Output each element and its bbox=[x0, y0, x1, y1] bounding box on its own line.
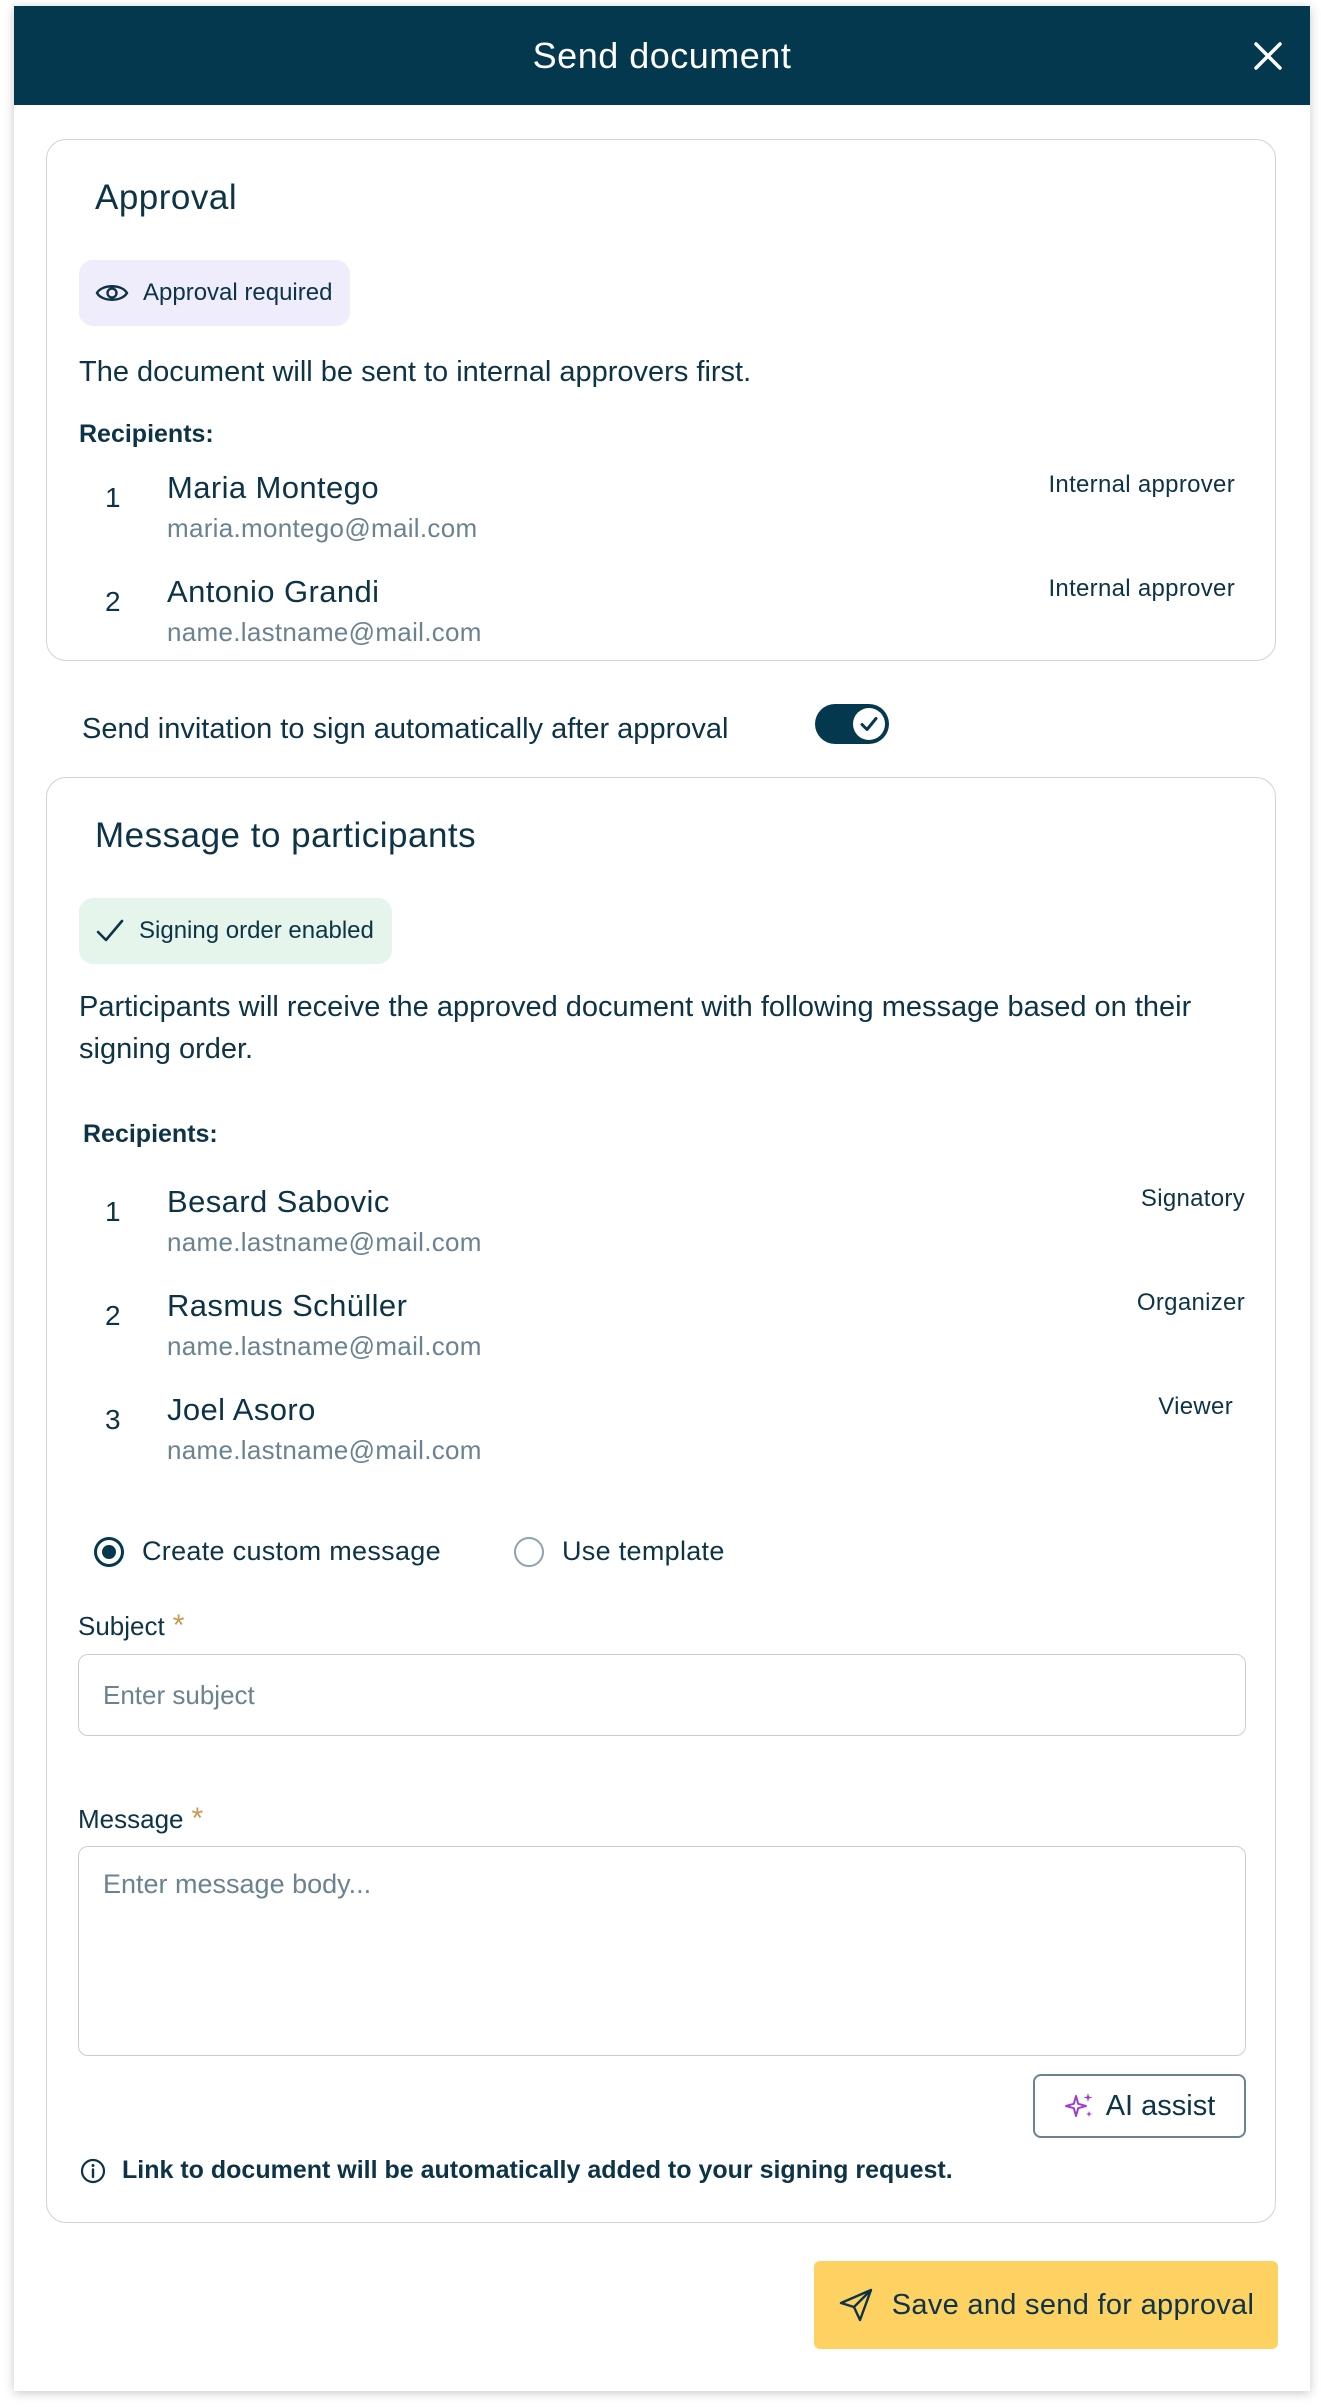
recipient-email: maria.montego@mail.com bbox=[167, 513, 478, 543]
recipient-role: Signatory bbox=[1140, 1185, 1245, 1212]
message-body-input[interactable] bbox=[78, 1846, 1246, 2056]
info-icon bbox=[80, 2158, 106, 2184]
check-icon bbox=[858, 713, 880, 735]
approval-badge-label: Approval required bbox=[143, 279, 333, 306]
required-star: * bbox=[172, 1609, 185, 1642]
recipient-number: 2 bbox=[105, 586, 121, 617]
recipient-role: Internal approver bbox=[1048, 471, 1235, 498]
recipient-number: 1 bbox=[105, 1196, 121, 1227]
message-label-text: Message bbox=[78, 1804, 184, 1834]
subject-label bbox=[78, 1609, 184, 1643]
recipient-email: name.lastname@mail.com bbox=[167, 1331, 482, 1361]
message-title: Message to participants bbox=[95, 816, 477, 855]
message-label bbox=[78, 1802, 203, 1836]
recipient-name: Antonio Grandi bbox=[167, 574, 380, 609]
recipient-role: Viewer bbox=[1158, 1393, 1233, 1420]
auto-invite-label: Send invitation to sign automatically after approval bbox=[82, 713, 729, 745]
recipient-name: Rasmus Schüller bbox=[167, 1288, 408, 1323]
recipient-email: name.lastname@mail.com bbox=[167, 617, 482, 647]
save-and-send-label: Save and send for approval bbox=[891, 2288, 1255, 2321]
save-and-send-button[interactable] bbox=[814, 2261, 1278, 2349]
custom-message-radio[interactable] bbox=[94, 1537, 124, 1567]
recipient-number: 3 bbox=[105, 1404, 121, 1435]
recipient-name: Joel Asoro bbox=[167, 1392, 316, 1427]
info-note bbox=[80, 2156, 953, 2185]
approval-card bbox=[46, 139, 1276, 661]
recipient-role: Internal approver bbox=[1048, 575, 1235, 602]
info-text: Link to document will be automatically added to your signing request. bbox=[122, 2156, 953, 2184]
recipient-number: 2 bbox=[105, 1300, 121, 1331]
dialog-title: Send document bbox=[532, 35, 792, 76]
eye-icon bbox=[95, 281, 129, 305]
recipient-email: name.lastname@mail.com bbox=[167, 1435, 482, 1465]
use-template-radio[interactable] bbox=[514, 1537, 544, 1567]
recipient-name: Besard Sabovic bbox=[167, 1184, 390, 1219]
custom-message-label[interactable]: Create custom message bbox=[142, 1536, 441, 1566]
use-template-label[interactable]: Use template bbox=[562, 1536, 725, 1566]
signing-badge-label: Signing order enabled bbox=[139, 917, 374, 944]
close-button[interactable] bbox=[1248, 36, 1288, 76]
auto-invite-toggle[interactable] bbox=[815, 704, 889, 744]
recipient-name: Maria Montego bbox=[167, 470, 379, 505]
ai-assist-button[interactable] bbox=[1033, 2074, 1246, 2138]
approval-title: Approval bbox=[95, 178, 238, 217]
toggle-knob bbox=[853, 708, 885, 740]
ai-assist-label: AI assist bbox=[1105, 2089, 1216, 2122]
recipient-email: name.lastname@mail.com bbox=[167, 1227, 482, 1257]
message-recipients-label: Recipients: bbox=[83, 1120, 218, 1148]
check-icon bbox=[95, 918, 125, 944]
dialog-header bbox=[14, 6, 1310, 105]
approval-required-badge bbox=[79, 260, 350, 326]
recipient-number: 1 bbox=[105, 482, 121, 513]
approval-description: The document will be sent to internal approvers first. bbox=[79, 356, 752, 388]
paper-plane-icon bbox=[838, 2287, 874, 2323]
signing-order-badge bbox=[79, 898, 392, 964]
required-star: * bbox=[191, 1802, 204, 1835]
subject-label-text: Subject bbox=[78, 1611, 165, 1641]
message-description: Participants will receive the approved document with following message based on their signing order. bbox=[79, 991, 1192, 1065]
send-document-dialog bbox=[14, 6, 1310, 2391]
close-icon bbox=[1248, 36, 1288, 76]
sparkle-icon bbox=[1064, 2090, 1096, 2122]
approval-recipients-label: Recipients: bbox=[79, 420, 214, 448]
recipient-role: Organizer bbox=[1136, 1289, 1245, 1316]
subject-input[interactable] bbox=[78, 1654, 1246, 1736]
